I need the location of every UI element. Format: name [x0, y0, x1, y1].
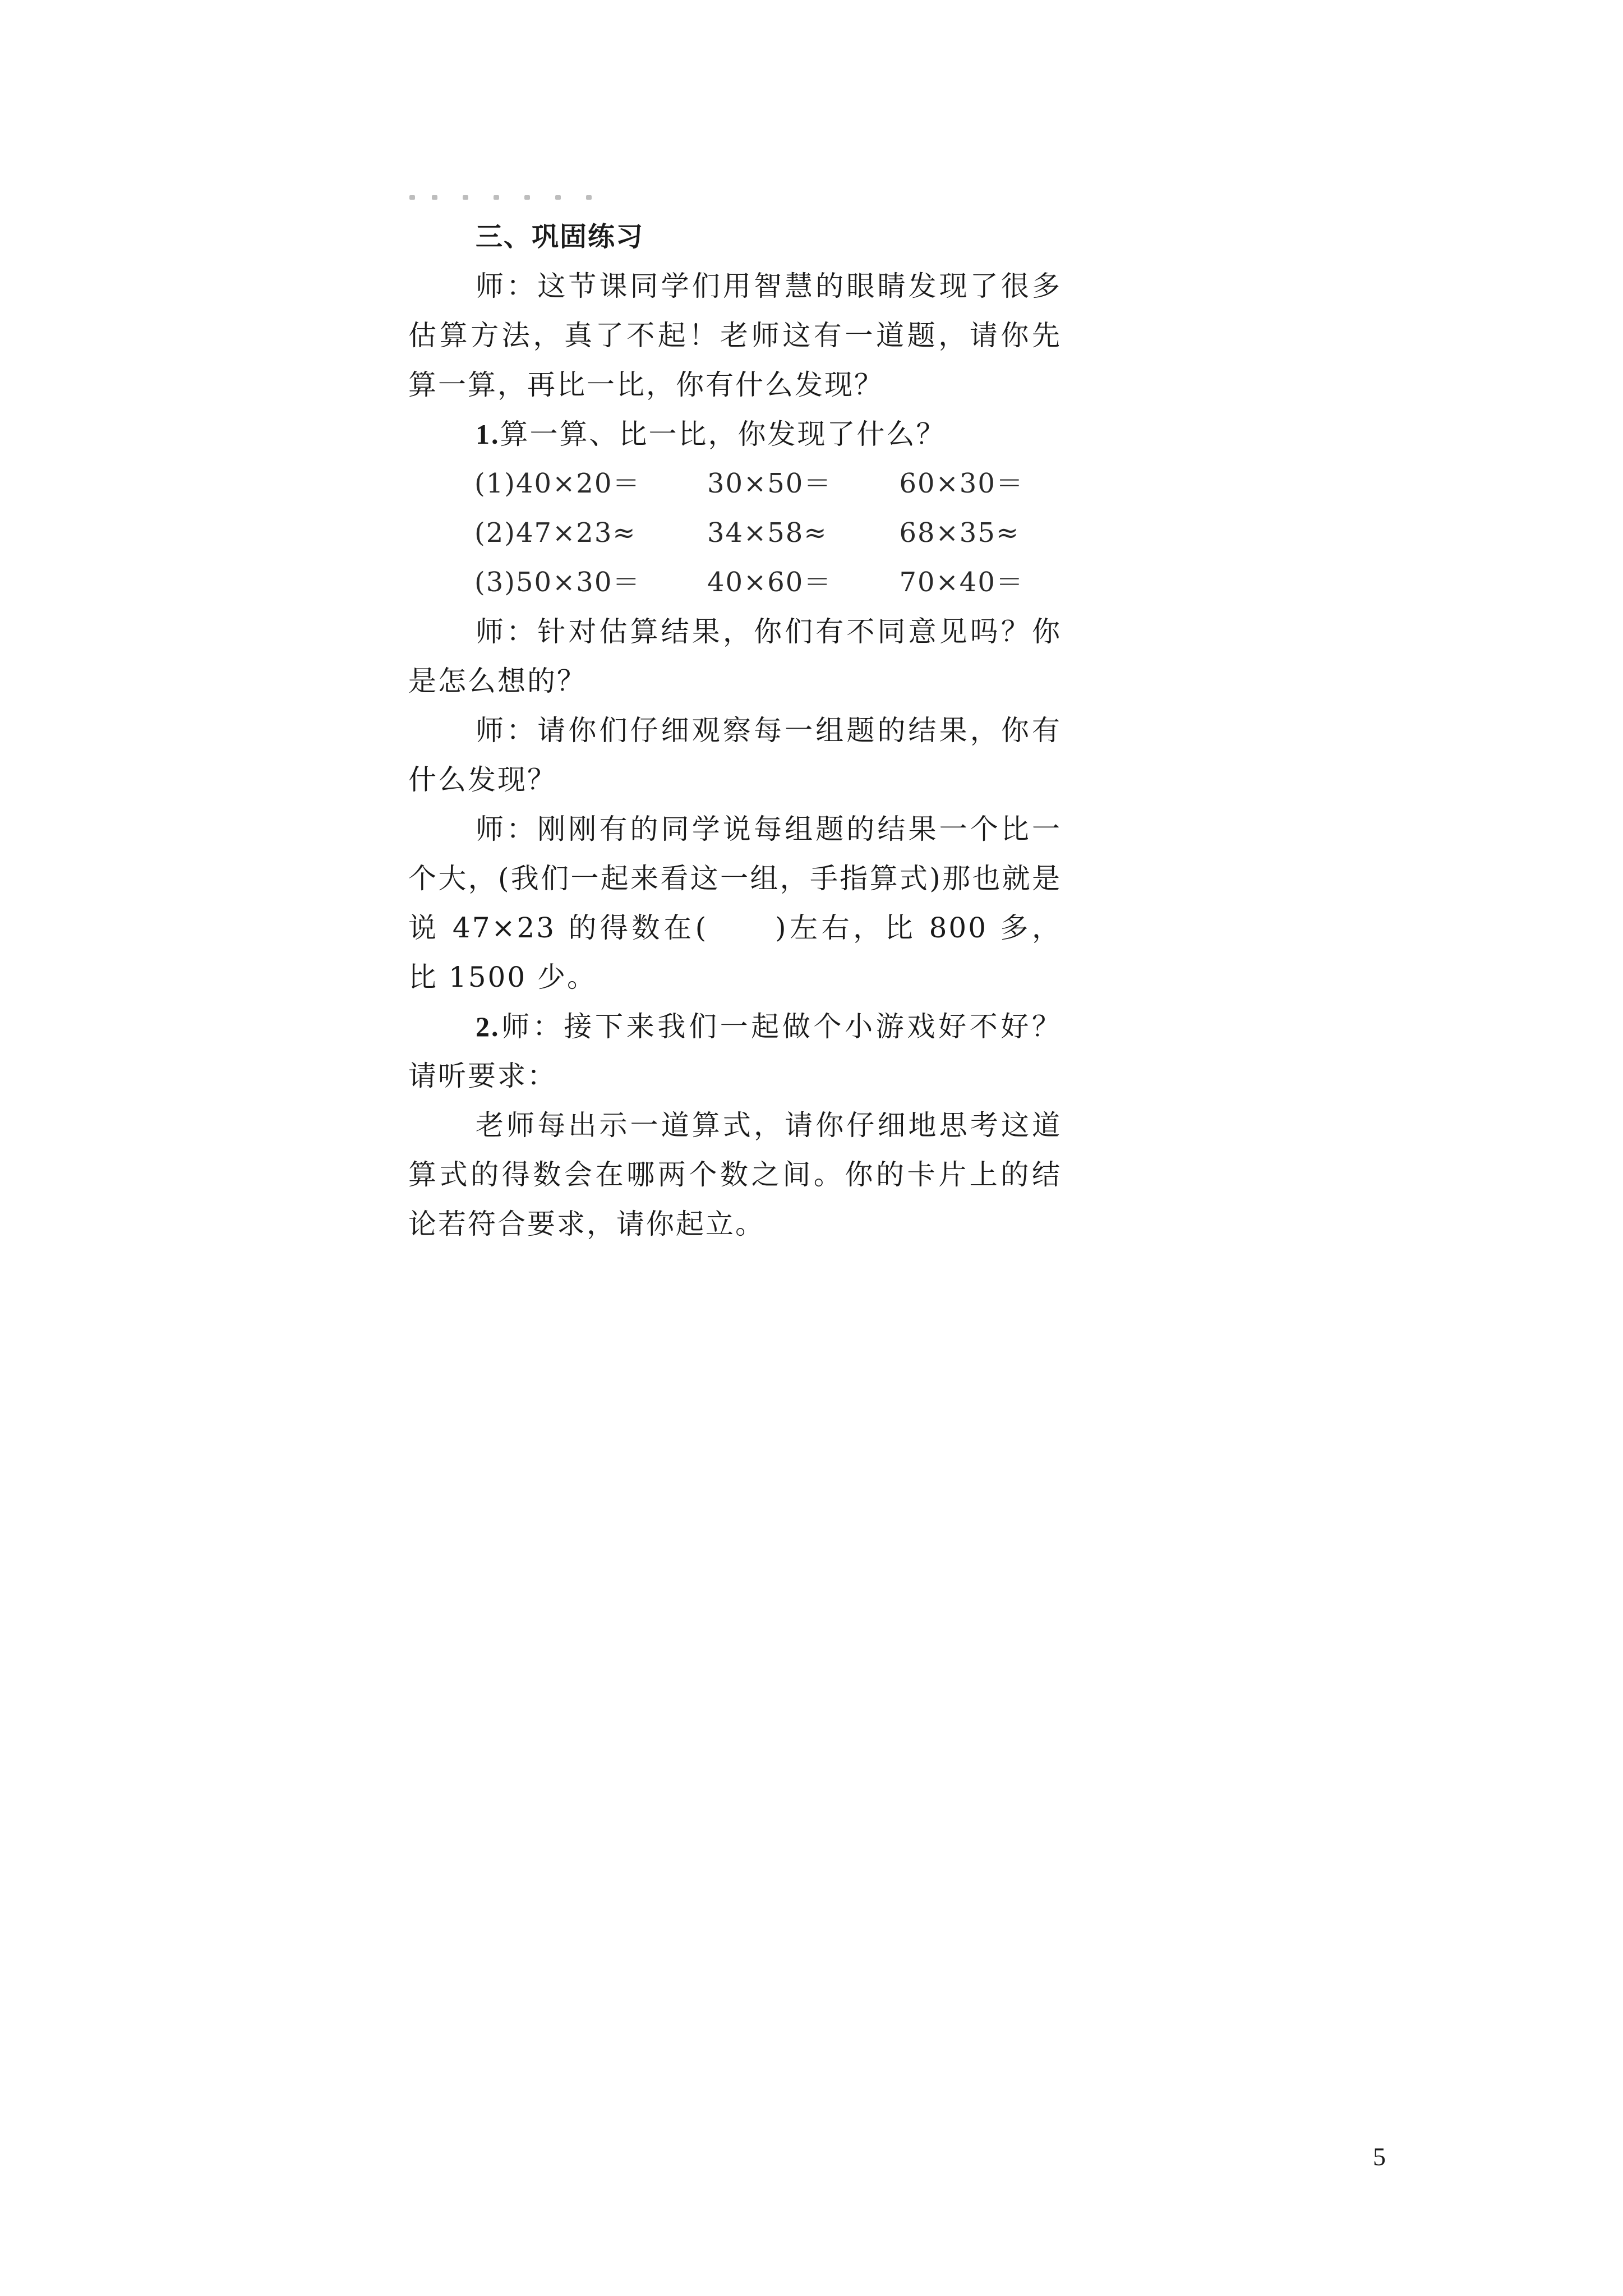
- exercise-cell: 60×30＝: [899, 468, 1024, 499]
- exercise-cell: (1)40×20＝: [474, 468, 641, 499]
- text-column: [408, 212, 1062, 1249]
- question-2-number: 2.: [476, 1011, 500, 1042]
- intro-paragraph: 师：这节课同学们用智慧的眼睛发现了很多估算方法，真了不起！老师这有一道题，请你先算一算，再比一比，你有什么发现？: [408, 270, 1062, 401]
- question-1-text: 算一算、比一比，你发现了什么？: [500, 418, 946, 450]
- exercise-cell: 68×35≈: [899, 517, 1020, 549]
- question-1-number: 1.: [476, 418, 500, 450]
- compare-text-start: 师：刚刚有的同学说每组题的结果一个比一个大，(我们一起来看这一组，手指算式)那也就是说 47×23 的得数在(: [408, 813, 1062, 944]
- exercise-cell: (2)47×23≈: [474, 517, 637, 549]
- observe-paragraph: 师：请你们仔细观察每一组题的结果，你有什么发现？: [408, 714, 1062, 796]
- exercise-cell: 30×50＝: [707, 468, 832, 499]
- different-opinions-paragraph: 师：针对估算结果，你们有不同意见吗？你是怎么想的？: [408, 615, 1062, 697]
- exercise-cell: 70×40＝: [899, 567, 1024, 598]
- page-number: 5: [1373, 2142, 1386, 2171]
- rules-paragraph: 老师每出示一道算式，请你仔细地思考这道算式的得数会在哪两个数之间。你的卡片上的结论若符合要求，请你起立。: [408, 1109, 1062, 1240]
- section-heading: 三、巩固练习: [476, 221, 644, 252]
- compare-text-end: )左右，比 800 多，比 1500 少。: [408, 912, 1062, 993]
- exercise-row: [408, 558, 1062, 607]
- exercise-row: [408, 508, 1062, 558]
- exercise-cell: 40×60＝: [707, 567, 832, 598]
- question-1: [408, 409, 1062, 459]
- question-2-text: 师：接下来我们一起做个小游戏好不好？请听要求：: [408, 1010, 1062, 1092]
- compare-paragraph: [408, 804, 1062, 1002]
- scan-artifact: [409, 195, 600, 201]
- exercise-cell: 34×58≈: [707, 517, 828, 549]
- exercise-cell: (3)50×30＝: [474, 567, 641, 598]
- question-2: [408, 1002, 1062, 1101]
- exercise-row: [408, 459, 1062, 508]
